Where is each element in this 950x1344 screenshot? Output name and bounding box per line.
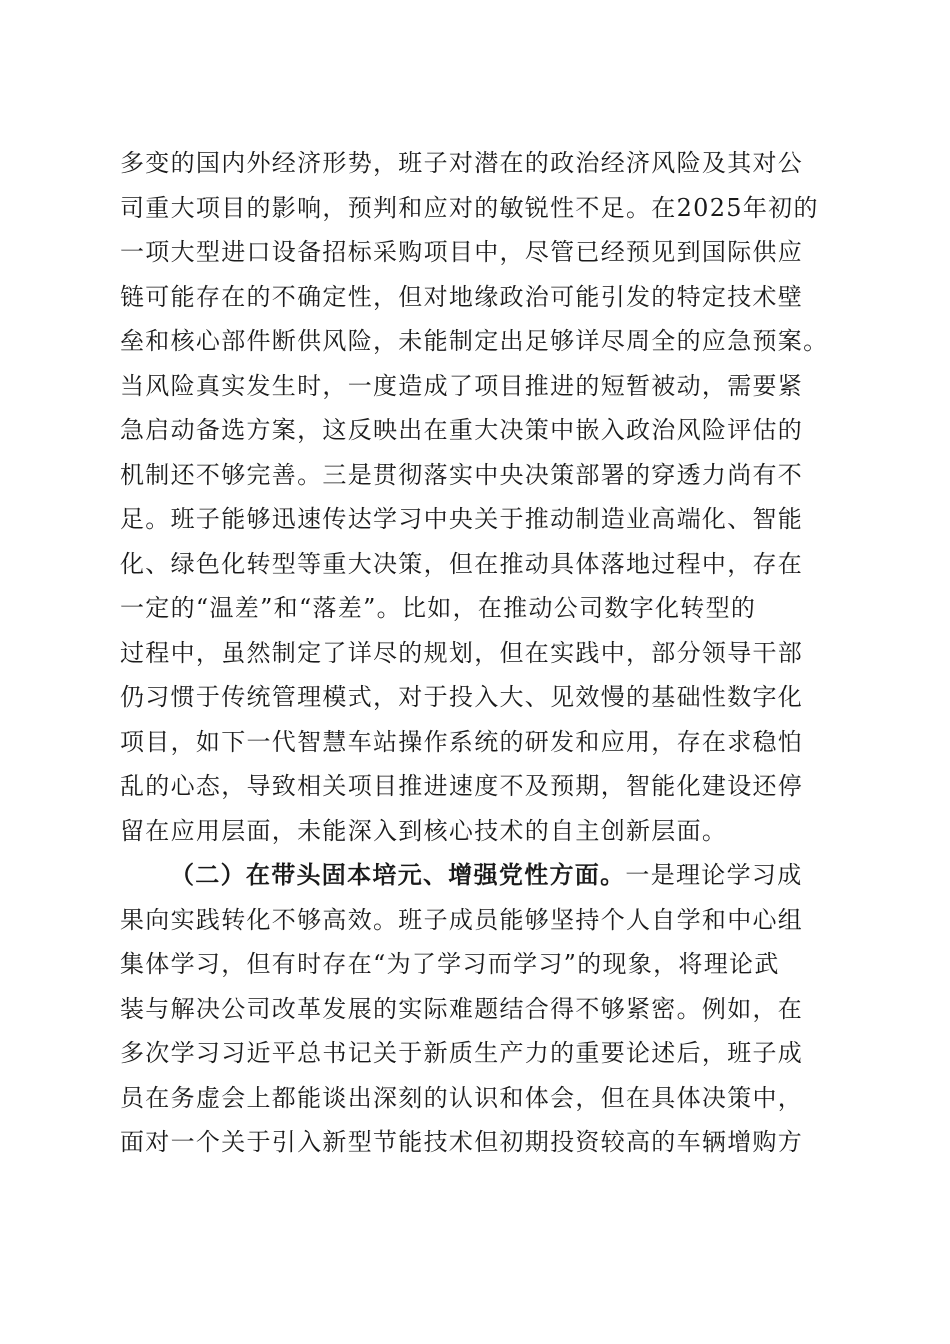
- text-line: 足。班子能够迅速传达学习中央关于推动制造业高端化、智能: [120, 505, 804, 533]
- text-line: 链可能存在的不确定性，但对地缘政治可能引发的特定技术壁: [120, 282, 804, 311]
- text-line: 急启动备选方案，这反映出在重大决策中嵌入政治风险评估的: [120, 416, 804, 444]
- section-heading-rest: 一是理论学习成: [625, 861, 803, 889]
- text-line: 仍习惯于传统管理模式，对于投入大、见效慢的基础性数字化: [120, 683, 804, 711]
- text-line: 当风险真实发生时，一度造成了项目推进的短暂被动，需要紧: [120, 371, 804, 400]
- text-line: 留在应用层面，未能深入到核心技术的自主创新层面。: [120, 816, 728, 845]
- text-line: 垒和核心部件断供风险，未能制定出足够详尽周全的应急预案。: [120, 327, 829, 355]
- text-line: 乱的心态，导致相关项目推进速度不及预期，智能化建设还停: [120, 772, 804, 800]
- document-body: [120, 141, 840, 1165]
- text-line: 多次学习习近平总书记关于新质生产力的重要论述后，班子成: [120, 1039, 804, 1067]
- text-line: 司重大项目的影响，预判和应对的敏锐性不足。在2025年初的: [120, 193, 819, 222]
- text-line: 过程中，虽然制定了详尽的规划，但在实践中，部分领导干部: [120, 638, 804, 667]
- text-line: 装与解决公司改革发展的实际难题结合得不够紧密。例如，在: [120, 994, 804, 1023]
- section-heading-line: [120, 853, 840, 898]
- text-line: 果向实践转化不够高效。班子成员能够坚持个人自学和中心组: [120, 905, 804, 934]
- text-line: 一项大型进口设备招标采购项目中，尽管已经预见到国际供应: [120, 238, 804, 266]
- text-line: 机制还不够完善。三是贯彻落实中央决策部署的穿透力尚有不: [120, 460, 804, 489]
- text-line: 集体学习，但有时存在“为了学习而学习”的现象，将理论武: [120, 950, 780, 978]
- text-line: 化、绿色化转型等重大决策，但在推动具体落地过程中，存在: [120, 549, 804, 578]
- text-line: 多变的国内外经济形势，班子对潜在的政治经济风险及其对公: [120, 149, 804, 177]
- text-line: 员在务虚会上都能谈出深刻的认识和体会，但在具体决策中，: [120, 1083, 804, 1112]
- text-line: 一定的“温差”和“落差”。比如，在推动公司数字化转型的: [120, 594, 757, 622]
- section-heading: （二）在带头固本培元、增强党性方面。: [170, 860, 626, 889]
- text-line: 面对一个关于引入新型节能技术但初期投资较高的车辆增购方: [120, 1128, 804, 1156]
- text-line: 项目，如下一代智慧车站操作系统的研发和应用，存在求稳怕: [120, 727, 804, 756]
